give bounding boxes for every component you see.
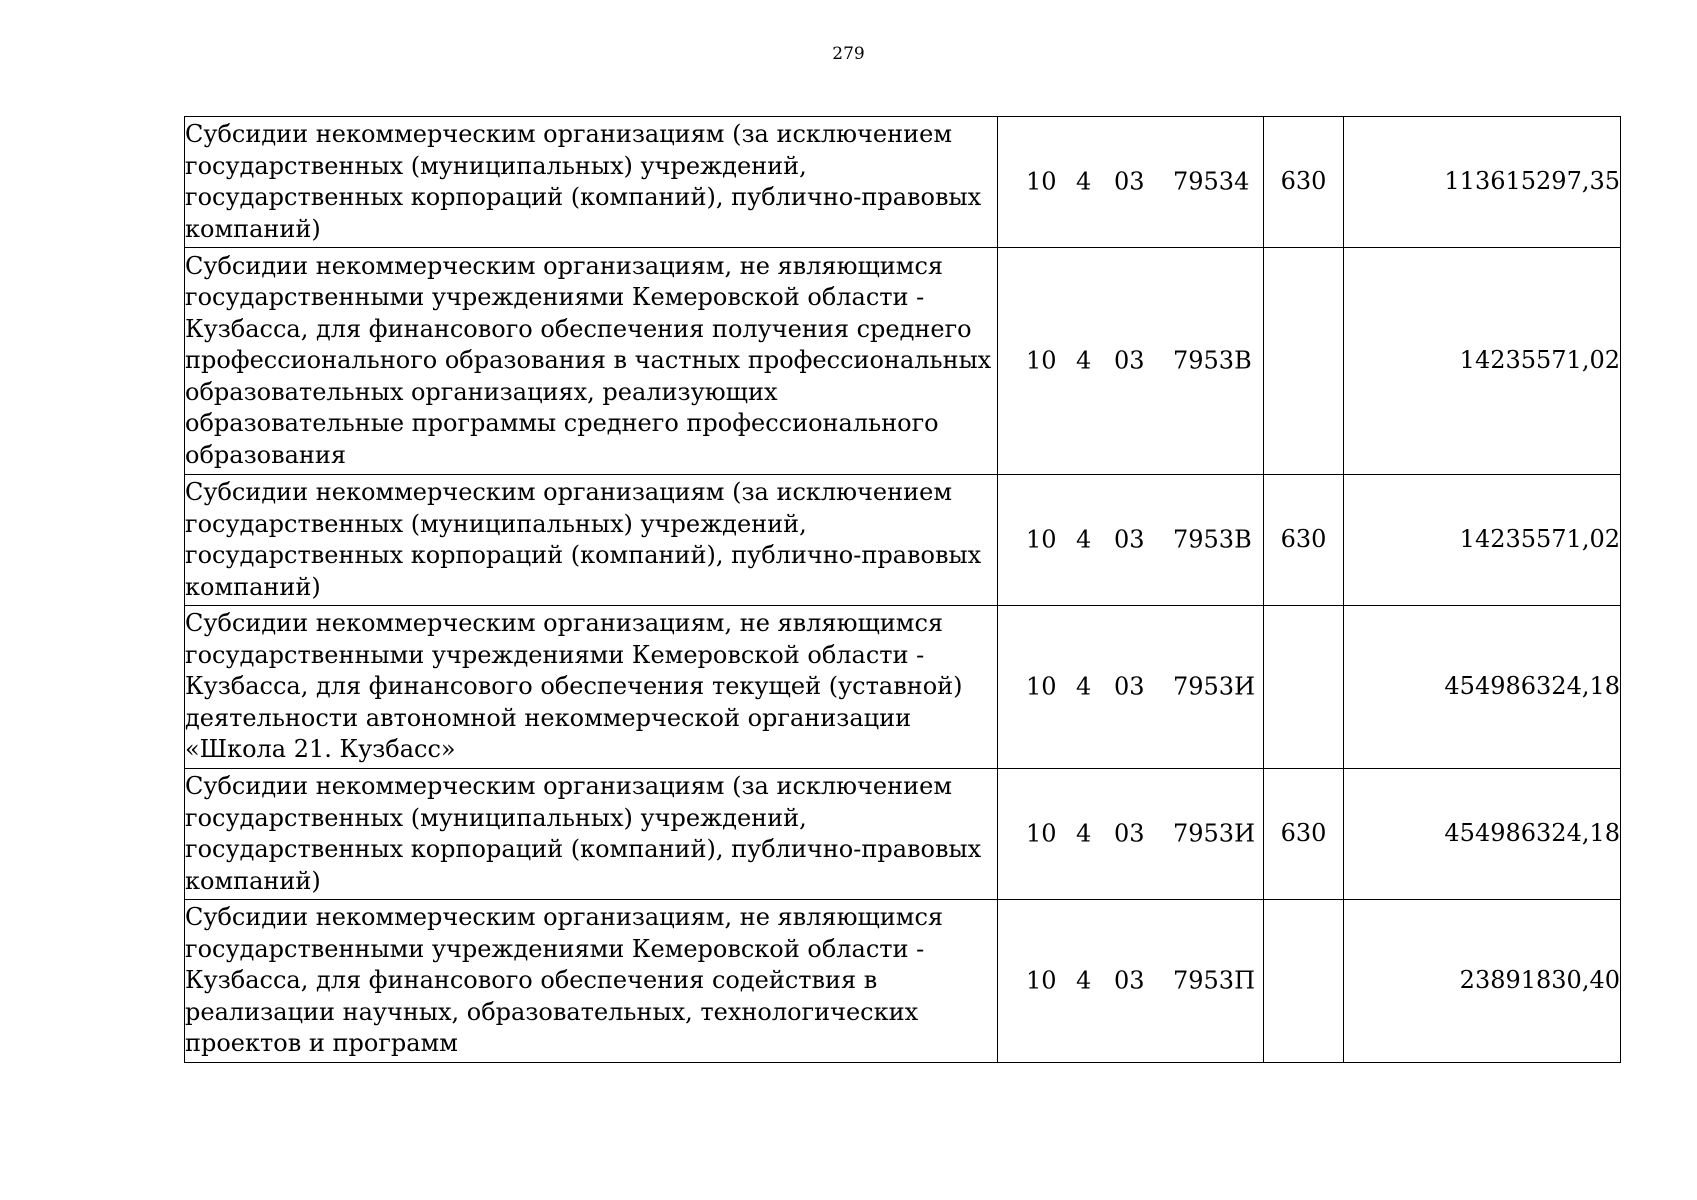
code-section: 10 xyxy=(1026,966,1057,995)
table-row xyxy=(185,900,1621,1063)
code-program: 03 xyxy=(1114,966,1145,995)
row-codes xyxy=(998,475,1264,606)
code-direction: 7953И xyxy=(1173,819,1256,848)
table-row xyxy=(185,248,1621,475)
row-expense-type: 630 xyxy=(1264,475,1344,606)
code-program: 03 xyxy=(1114,672,1145,701)
code-direction: 7953В xyxy=(1173,525,1252,554)
code-program: 03 xyxy=(1114,167,1145,196)
row-amount: 14235571,02 xyxy=(1344,248,1621,475)
row-description: Субсидии некоммерческим организациям, не являющимся государственными учреждениями Кемеровской области - Кузбасса, для финансового обеспечения содействия в реализации научных, образовательных, технологических проектов и программ xyxy=(185,900,998,1063)
row-amount: 113615297,35 xyxy=(1344,117,1621,248)
row-codes xyxy=(998,769,1264,900)
row-expense-type: 630 xyxy=(1264,117,1344,248)
row-codes xyxy=(998,900,1264,1063)
row-amount: 454986324,18 xyxy=(1344,769,1621,900)
row-expense-type xyxy=(1264,606,1344,769)
row-expense-type xyxy=(1264,900,1344,1063)
code-type: 4 xyxy=(1076,672,1092,701)
row-codes xyxy=(998,117,1264,248)
row-expense-type xyxy=(1264,248,1344,475)
code-program: 03 xyxy=(1114,819,1145,848)
row-description: Субсидии некоммерческим организациям (за исключением государственных (муниципальных) учреждений, государственных корпораций (компаний), публично-правовых компаний) xyxy=(185,475,998,606)
row-description: Субсидии некоммерческим организациям (за исключением государственных (муниципальных) учреждений, государственных корпораций (компаний), публично-правовых компаний) xyxy=(185,769,998,900)
code-direction: 7953И xyxy=(1173,672,1256,701)
code-type: 4 xyxy=(1076,167,1092,196)
code-section: 10 xyxy=(1026,672,1057,701)
row-codes xyxy=(998,248,1264,475)
page-number: 279 xyxy=(832,44,865,64)
code-type: 4 xyxy=(1076,525,1092,554)
row-description: Субсидии некоммерческим организациям (за исключением государственных (муниципальных) учреждений, государственных корпораций (компаний), публично-правовых компаний) xyxy=(185,117,998,248)
row-codes xyxy=(998,606,1264,769)
code-section: 10 xyxy=(1026,819,1057,848)
code-direction: 79534 xyxy=(1173,167,1250,196)
row-description: Субсидии некоммерческим организациям, не являющимся государственными учреждениями Кемеровской области - Кузбасса, для финансового обеспечения текущей (уставной) деятельности автономной некоммерческой организации «Школа 21. Кузбасс» xyxy=(185,606,998,769)
code-type: 4 xyxy=(1076,819,1092,848)
code-program: 03 xyxy=(1114,346,1145,375)
code-section: 10 xyxy=(1026,525,1057,554)
row-amount: 23891830,40 xyxy=(1344,900,1621,1063)
table-row xyxy=(185,769,1621,900)
code-section: 10 xyxy=(1026,346,1057,375)
code-type: 4 xyxy=(1076,966,1092,995)
row-amount: 14235571,02 xyxy=(1344,475,1621,606)
code-program: 03 xyxy=(1114,525,1145,554)
code-section: 10 xyxy=(1026,167,1057,196)
table-row xyxy=(185,606,1621,769)
budget-table xyxy=(184,116,1621,1063)
code-type: 4 xyxy=(1076,346,1092,375)
code-direction: 7953В xyxy=(1173,346,1252,375)
code-direction: 7953П xyxy=(1173,966,1256,995)
row-expense-type: 630 xyxy=(1264,769,1344,900)
row-amount: 454986324,18 xyxy=(1344,606,1621,769)
table-row xyxy=(185,475,1621,606)
table-row xyxy=(185,117,1621,248)
row-description: Субсидии некоммерческим организациям, не являющимся государственными учреждениями Кемеровской области - Кузбасса, для финансового обеспечения получения среднего профессионального образования в частных профессиональных образовательных организациях, реализующих образовательные программы среднего профессионального образования xyxy=(185,248,998,475)
